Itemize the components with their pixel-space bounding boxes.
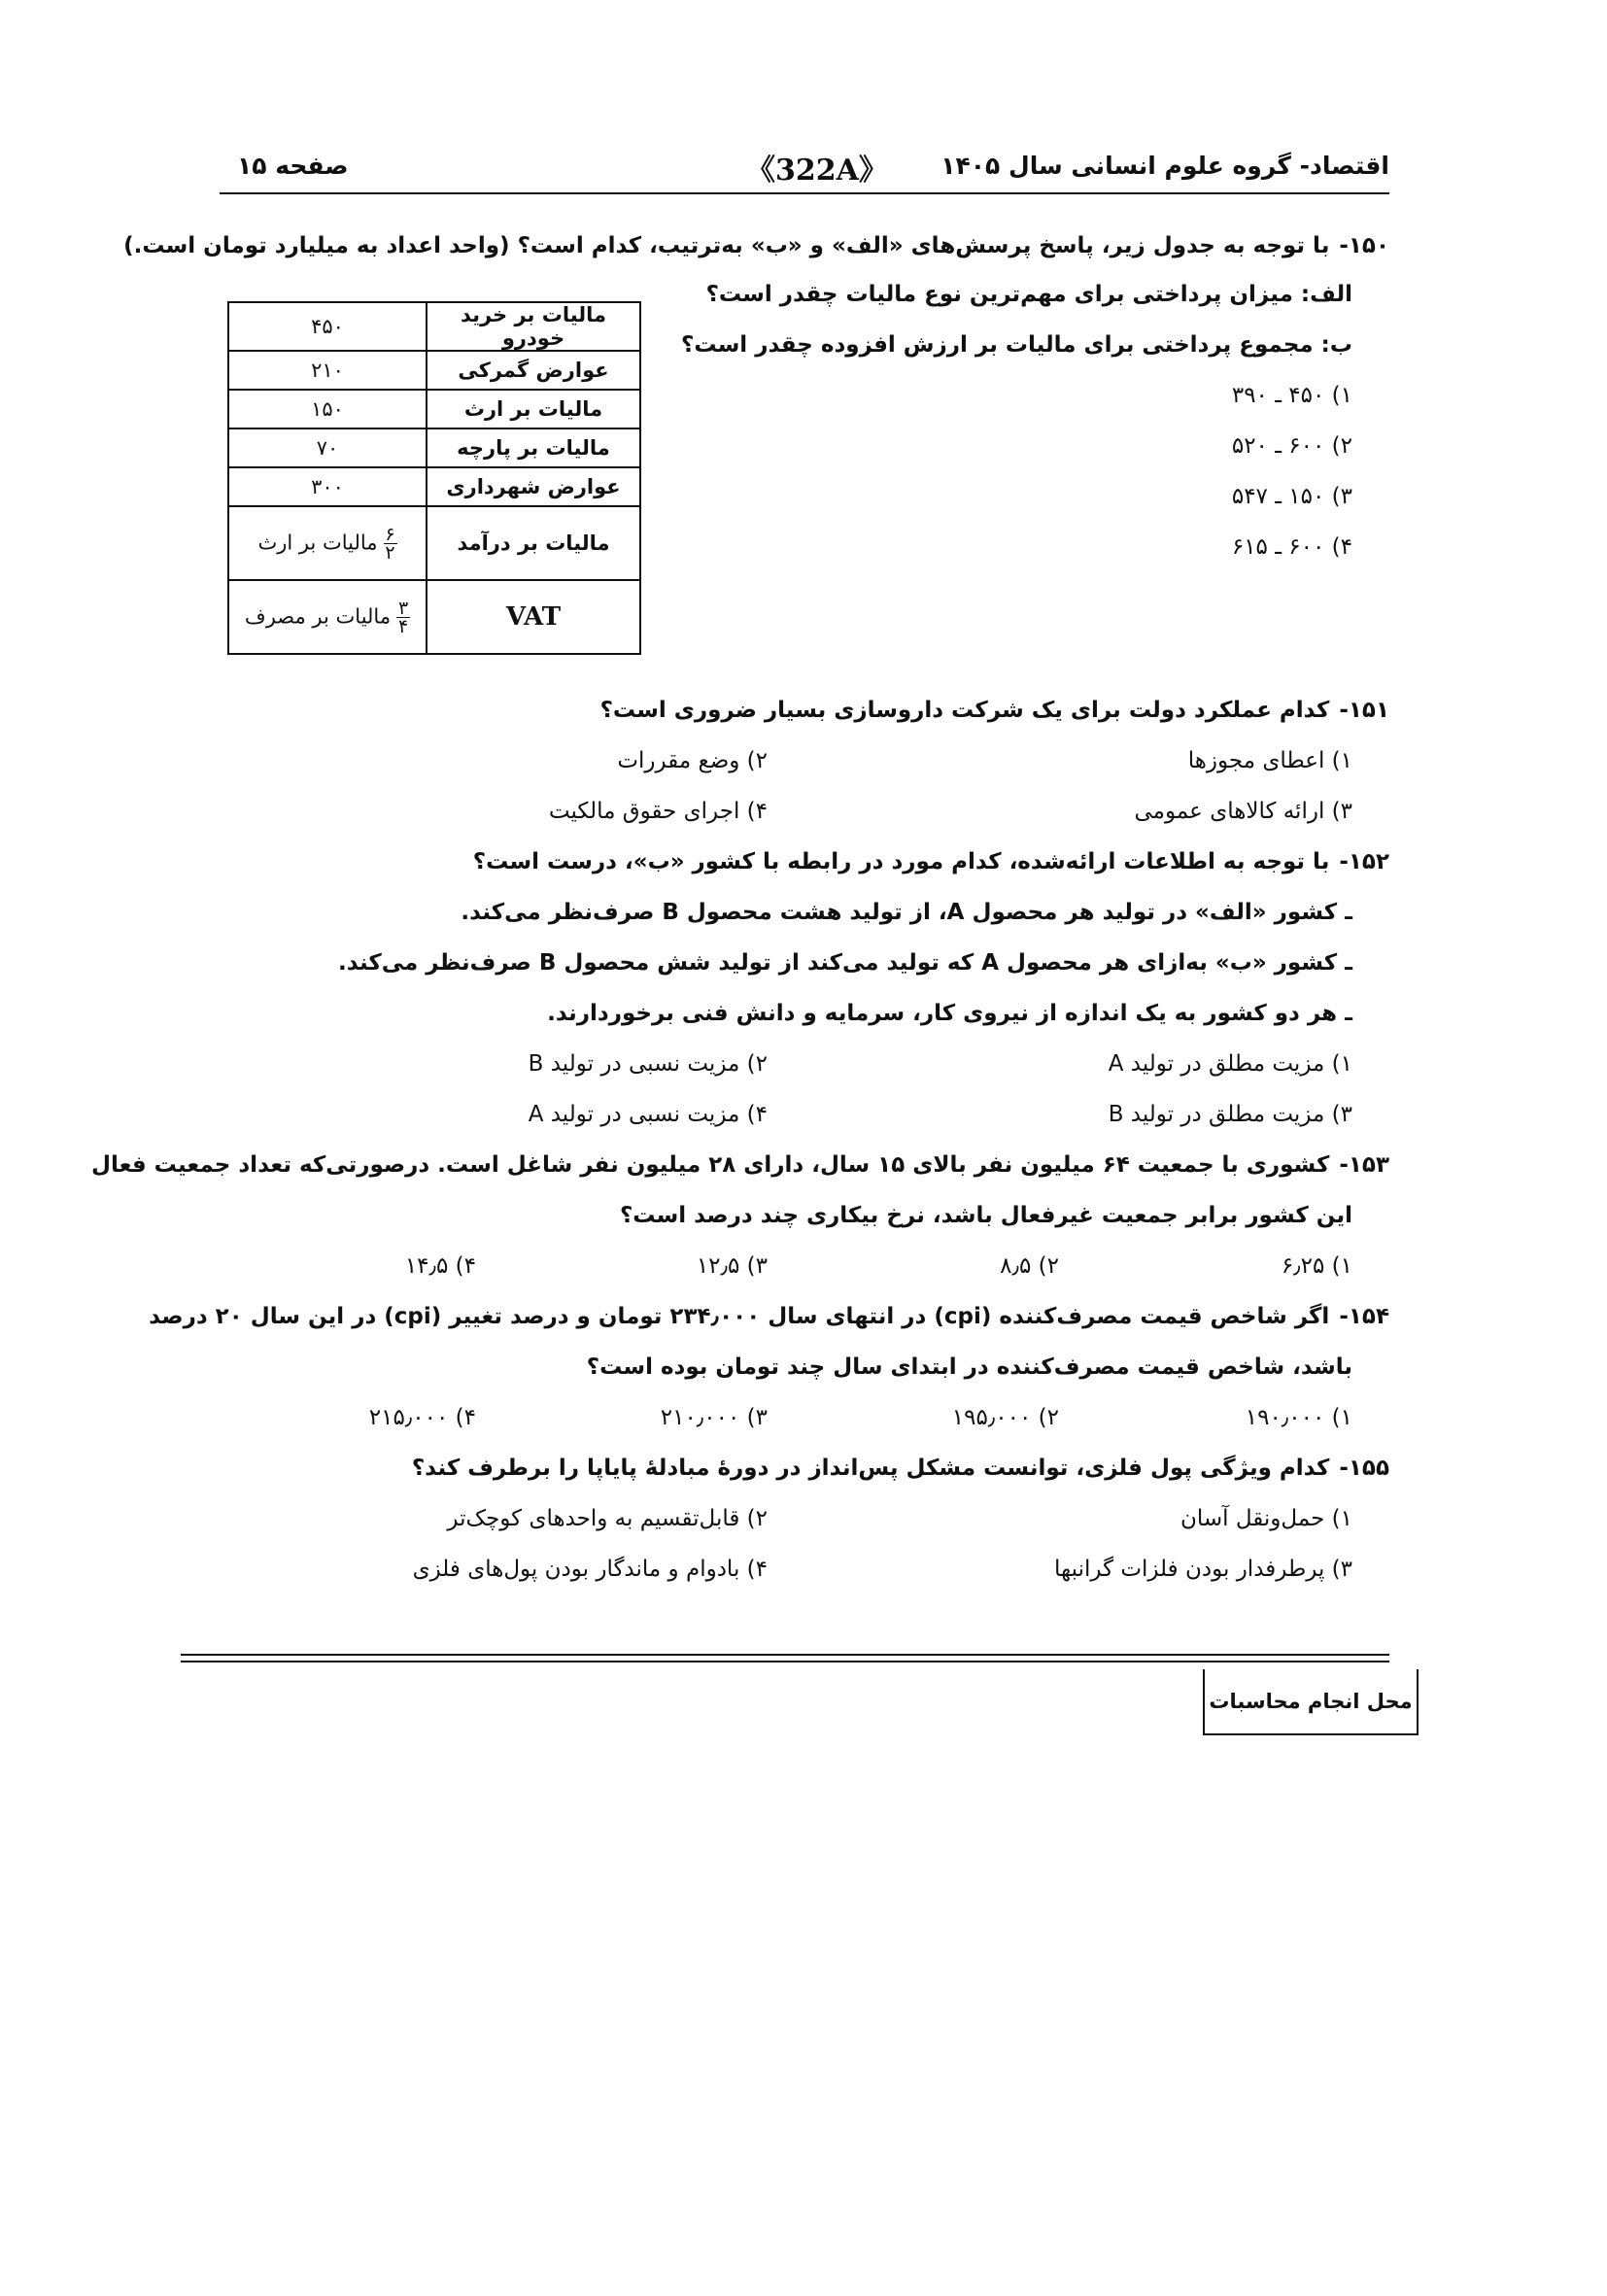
header-divider <box>220 192 1389 194</box>
fraction-text: مالیات بر مصرف <box>244 604 392 628</box>
q155-option-2[interactable]: ۲) قابل‌تقسیم به واحدهای کوچک‌تر <box>447 1506 768 1531</box>
question-stem-line-2: باشد، شاخص قیمت مصرف‌کننده در ابتدای سال چند تومان بوده است؟ <box>586 1354 1352 1380</box>
q152-option-1[interactable]: ۱) مزیت مطلق در تولید A <box>1108 1051 1352 1077</box>
q150-option-4[interactable]: ۴) ۶۰۰ ـ ۶۱۵ <box>1231 534 1352 560</box>
question-151 <box>600 698 1389 723</box>
question-152 <box>473 849 1389 874</box>
q150-option-3[interactable]: ۳) ۱۵۰ ـ ۵۴۷ <box>1231 484 1352 509</box>
q153-option-4[interactable]: ۴) ۱۴٫۵ <box>404 1253 476 1279</box>
q152-option-2[interactable]: ۲) مزیت نسبی در تولید B <box>528 1051 768 1077</box>
question-155 <box>412 1456 1389 1481</box>
tax-value: ۷۰ <box>228 428 427 467</box>
tax-value: ۴۵۰ <box>228 302 427 351</box>
q154-option-1[interactable]: ۱) ۱۹۰٫۰۰۰ <box>1245 1405 1352 1430</box>
fraction-text: مالیات بر ارث <box>257 531 378 554</box>
question-stem: با توجه به جدول زیر، پاسخ پرسش‌های «الف» و «ب» به‌ترتیب، کدام است؟ (واحد اعداد به میلیارد تومان است.) <box>123 233 1330 258</box>
q152-bullet-1: ـ کشور «الف» در تولید هر محصول A، از تولید هشت محصول B صرف‌نظر می‌کند. <box>461 900 1352 925</box>
q155-option-1[interactable]: ۱) حمل‌ونقل آسان <box>1180 1506 1352 1531</box>
booklet-code: 《322A》 <box>746 154 888 188</box>
q152-bullet-3: ـ هر دو کشور به یک اندازه از نیروی کار، سرمایه و دانش فنی برخوردارند. <box>547 1001 1352 1026</box>
tax-label: مالیات بر درآمد <box>427 506 640 580</box>
tax-value-fraction <box>228 506 427 580</box>
question-number: ۱۵۰- <box>1339 233 1389 258</box>
q151-option-1[interactable]: ۱) اعطای مجوزها <box>1187 748 1352 773</box>
q155-option-4[interactable]: ۴) بادوام و ماندگار بودن پول‌های فلزی <box>412 1557 768 1582</box>
table-row-vat <box>228 580 640 654</box>
q152-bullet-2: ـ کشور «ب» به‌ازای هر محصول A که تولید می‌کند از تولید شش محصول B صرف‌نظر می‌کند. <box>337 950 1352 976</box>
question-number: ۱۵۳- <box>1339 1152 1389 1178</box>
tax-table <box>227 301 641 655</box>
question-153 <box>91 1152 1389 1178</box>
q153-option-1[interactable]: ۱) ۶٫۲۵ <box>1281 1253 1352 1279</box>
fraction <box>396 597 410 637</box>
q152-option-3[interactable]: ۳) مزیت مطلق در تولید B <box>1108 1102 1352 1127</box>
question-number: ۱۵۴- <box>1339 1304 1389 1329</box>
q152-option-4[interactable]: ۴) مزیت نسبی در تولید A <box>528 1102 768 1127</box>
question-154 <box>149 1304 1389 1329</box>
tax-label: مالیات بر خرید خودرو <box>427 302 640 351</box>
fraction-numerator: ۳ <box>397 597 409 619</box>
table-row <box>228 467 640 506</box>
q155-option-3[interactable]: ۳) پرطرفدار بودن فلزات گرانبها <box>1054 1557 1352 1582</box>
table-row <box>228 351 640 390</box>
question-stem: کدام عملکرد دولت برای یک شرکت داروسازی بسیار ضروری است؟ <box>599 698 1330 723</box>
calculation-area-label: محل انجام محاسبات <box>1203 1669 1419 1735</box>
question-stem-line-1: اگر شاخص قیمت مصرف‌کننده (cpi) در انتهای سال ۲۳۴٫۰۰۰ تومان و درصد تغییر (cpi) در این سال ۲۰ درصد <box>149 1304 1330 1329</box>
tax-label: مالیات بر پارچه <box>427 428 640 467</box>
footer-divider <box>181 1661 1389 1662</box>
tax-value: ۱۵۰ <box>228 390 427 428</box>
q150-option-1[interactable]: ۱) ۴۵۰ ـ ۳۹۰ <box>1231 383 1352 408</box>
tax-label: عوارض شهرداری <box>427 467 640 506</box>
question-number: ۱۵۲- <box>1339 849 1389 874</box>
tax-value-fraction <box>228 580 427 654</box>
question-stem-line-1: کشوری با جمعیت ۶۴ میلیون نفر بالای ۱۵ سال، دارای ۲۸ میلیون نفر شاغل است. درصورتی‌که تعداد جمعیت فعال <box>91 1152 1330 1178</box>
q151-option-4[interactable]: ۴) اجرای حقوق مالکیت <box>548 799 768 824</box>
tax-label: مالیات بر ارث <box>427 390 640 428</box>
q153-option-2[interactable]: ۲) ۸٫۵ <box>1000 1253 1059 1279</box>
question-number: ۱۵۵- <box>1339 1456 1389 1481</box>
footer-divider <box>181 1654 1389 1656</box>
table-row-income-tax <box>228 506 640 580</box>
exam-title: اقتصاد- گروه علوم انسانی سال ۱۴۰۵ <box>940 152 1389 180</box>
q154-option-4[interactable]: ۴) ۲۱۵٫۰۰۰ <box>368 1405 476 1430</box>
table-row <box>228 390 640 428</box>
q151-option-2[interactable]: ۲) وضع مقررات <box>617 748 768 773</box>
q150-part-a: الف: میزان پرداختی برای مهم‌ترین نوع مالیات چقدر است؟ <box>705 282 1352 307</box>
q154-option-2[interactable]: ۲) ۱۹۵٫۰۰۰ <box>951 1405 1059 1430</box>
q154-option-3[interactable]: ۳) ۲۱۰٫۰۰۰ <box>660 1405 768 1430</box>
q150-option-2[interactable]: ۲) ۶۰۰ ـ ۵۲۰ <box>1231 433 1352 459</box>
tax-value: ۲۱۰ <box>228 351 427 390</box>
tax-label: VAT <box>427 580 640 654</box>
q150-part-b: ب: مجموع پرداختی برای مالیات بر ارزش افزوده چقدر است؟ <box>681 332 1352 358</box>
fraction <box>384 523 397 564</box>
tax-label: عوارض گمرکی <box>427 351 640 390</box>
question-stem-line-2: این کشور برابر جمعیت غیرفعال باشد، نرخ بیکاری چند درصد است؟ <box>619 1203 1352 1228</box>
fraction-numerator: ۶ <box>385 523 395 545</box>
question-150 <box>123 233 1389 258</box>
question-stem: با توجه به اطلاعات ارائه‌شده، کدام مورد در رابطه با کشور «ب»، درست است؟ <box>472 849 1330 874</box>
q151-option-3[interactable]: ۳) ارائه کالاهای عمومی <box>1134 799 1352 824</box>
page-number: صفحه ۱۵ <box>237 152 349 180</box>
table-row <box>228 428 640 467</box>
fraction-denominator: ۴ <box>397 615 409 637</box>
table-row <box>228 302 640 351</box>
q153-option-3[interactable]: ۳) ۱۲٫۵ <box>696 1253 768 1279</box>
question-stem: کدام ویژگی پول فلزی، توانست مشکل پس‌انداز در دورهٔ مبادلهٔ پایاپا را برطرف کند؟ <box>411 1456 1330 1481</box>
tax-value: ۳۰۰ <box>228 467 427 506</box>
fraction-denominator: ۲ <box>385 541 395 564</box>
question-number: ۱۵۱- <box>1339 698 1389 723</box>
